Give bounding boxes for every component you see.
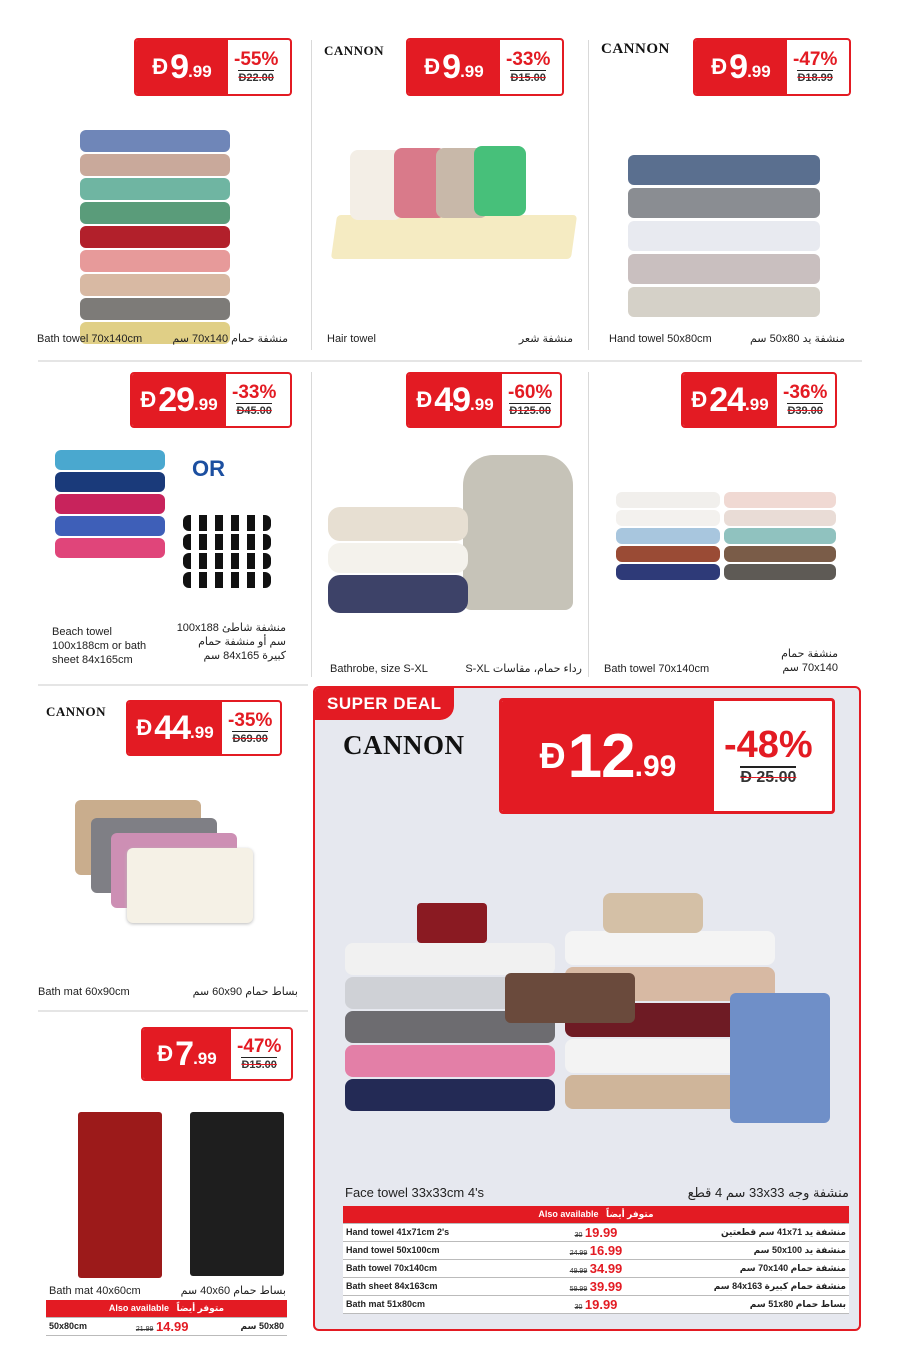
price-tag bbox=[130, 372, 292, 428]
product-label-en: Bathrobe, size S-XL bbox=[330, 663, 428, 675]
towel-stack-image bbox=[724, 492, 836, 580]
discount-percent: -35% bbox=[228, 709, 273, 731]
divider bbox=[38, 1010, 308, 1012]
red-mat-image bbox=[78, 1112, 162, 1278]
sale-price: Đ 49 .99 bbox=[408, 374, 502, 426]
sale-price: Đ 24 .99 bbox=[683, 374, 777, 426]
product-label-ar: منشفة وجه 33x33 سم 4 قطع bbox=[687, 1185, 849, 1200]
towel-bundle-image bbox=[345, 893, 835, 1133]
brand-logo: CANNON bbox=[324, 43, 385, 58]
discount-percent: -60% bbox=[508, 381, 553, 403]
old-price: Đ125.00 bbox=[509, 405, 551, 418]
discount-percent: -33% bbox=[232, 381, 277, 403]
black-mat-image bbox=[190, 1112, 284, 1276]
price-tag bbox=[681, 372, 837, 428]
towel-stack-image bbox=[616, 492, 720, 580]
product-label-en: Bath towel 70x140cm bbox=[37, 333, 143, 345]
striped-towel-image bbox=[183, 515, 271, 588]
product-label-ar: رداء حمام، مقاسات S-XL bbox=[465, 663, 582, 675]
product-label-ar: بساط حمام 40x60 سم bbox=[180, 1285, 286, 1297]
table-row: Bath towel 70x140cm 49.99 34.99 منشفة حمام 70x140 سم bbox=[343, 1259, 849, 1277]
super-deal-badge: SUPER DEAL bbox=[315, 688, 454, 720]
sale-price: Đ 9 .99 bbox=[136, 40, 228, 94]
hair-towel-image bbox=[320, 140, 582, 295]
towel-stack-image bbox=[628, 155, 820, 317]
product-label-en: Bath mat 40x60cm bbox=[49, 1285, 141, 1297]
beach-towel-image bbox=[55, 450, 165, 558]
sale-price: Đ 44 .99 bbox=[128, 702, 222, 754]
divider bbox=[38, 360, 862, 362]
also-available-table bbox=[46, 1300, 287, 1336]
old-price: Đ39.00 bbox=[787, 405, 823, 418]
price-tag bbox=[406, 372, 562, 428]
discount-percent: -47% bbox=[793, 48, 838, 70]
bath-mat-image bbox=[75, 800, 260, 925]
old-price: Đ22.00 bbox=[238, 72, 274, 85]
table-row: Hand towel 41x71cm 2's 30 19.99 منشفة يد 41x71 سم قطعتين bbox=[343, 1223, 849, 1241]
product-label-en: Hair towel bbox=[327, 333, 376, 345]
brand-logo: CANNON bbox=[343, 730, 465, 760]
discount-percent: -55% bbox=[234, 48, 279, 70]
towel-stack-image bbox=[80, 130, 230, 344]
product-label-ar: منشفة شعر bbox=[518, 333, 573, 345]
price-tag bbox=[126, 700, 282, 756]
product-label-ar: منشفة حمام 70x140 سم bbox=[172, 333, 288, 345]
divider bbox=[588, 40, 589, 350]
price-tag bbox=[134, 38, 292, 96]
old-price: Đ69.00 bbox=[232, 733, 268, 746]
product-label-ar: منشفة حمام 70x140 سم bbox=[781, 648, 838, 674]
product-label-en: Bath towel 70x140cm bbox=[604, 663, 710, 675]
sale-price: Đ 12 .99 bbox=[502, 701, 714, 811]
sale-price: Đ 9 .99 bbox=[695, 40, 787, 94]
discount-percent: -33% bbox=[506, 48, 551, 70]
or-label: OR bbox=[192, 456, 225, 481]
table-row: Bath sheet 84x163cm 59.99 39.99 منشفة حمام كبيرة 84x163 سم bbox=[343, 1277, 849, 1295]
discount-percent: -48% bbox=[724, 723, 813, 766]
bathrobe-image bbox=[328, 455, 578, 615]
price-tag bbox=[141, 1027, 293, 1081]
super-deal-panel[interactable] bbox=[313, 686, 861, 1331]
product-label-en: Bath mat 60x90cm bbox=[38, 986, 130, 998]
table-row: Bath mat 51x80cm 30 19.99 بساط حمام 51x80 سم bbox=[343, 1295, 849, 1313]
price-tag bbox=[693, 38, 851, 96]
price-tag bbox=[499, 698, 835, 814]
product-label-ar: منشفة شاطئ 100x188 سم أو منشفة حمام كبيرة 84x165 سم bbox=[176, 622, 286, 662]
product-label-en: Beach towel 100x188cm or bath sheet 84x165cm bbox=[52, 626, 147, 666]
product-label-ar: منشفة يد 50x80 سم bbox=[749, 333, 845, 345]
old-price: Đ18.99 bbox=[797, 72, 833, 85]
divider bbox=[311, 40, 312, 350]
brand-logo: CANNON bbox=[601, 41, 670, 57]
divider bbox=[311, 372, 312, 677]
product-label-en: Hand towel 50x80cm bbox=[609, 333, 712, 345]
also-available-header: Also available متوفر أيضاً bbox=[46, 1300, 287, 1317]
also-available-header: Also available متوفر أيضاً bbox=[343, 1206, 849, 1223]
price-tag bbox=[406, 38, 564, 96]
old-price: Đ 25.00 bbox=[740, 766, 796, 787]
table-row: 50x80cm 21.99 14.99 50x80 سم bbox=[46, 1317, 287, 1335]
table-row: Hand towel 50x100cm 24.99 16.99 منشفة يد 50x100 سم bbox=[343, 1241, 849, 1259]
divider bbox=[588, 372, 589, 677]
discount-percent: -36% bbox=[783, 381, 828, 403]
product-label-ar: بساط حمام 60x90 سم bbox=[192, 986, 298, 998]
divider bbox=[38, 684, 308, 686]
old-price: Đ15.00 bbox=[510, 72, 546, 85]
old-price: Đ15.00 bbox=[241, 1059, 277, 1072]
discount-percent: -47% bbox=[237, 1035, 282, 1057]
sale-price: Đ 9 .99 bbox=[408, 40, 500, 94]
brand-logo: CANNON bbox=[46, 704, 107, 719]
sale-price: Đ 7 .99 bbox=[143, 1029, 231, 1079]
sale-price: Đ 29 .99 bbox=[132, 374, 226, 426]
also-available-table bbox=[343, 1206, 849, 1314]
old-price: Đ45.00 bbox=[236, 405, 272, 418]
product-label-en: Face towel 33x33cm 4's bbox=[345, 1185, 485, 1200]
